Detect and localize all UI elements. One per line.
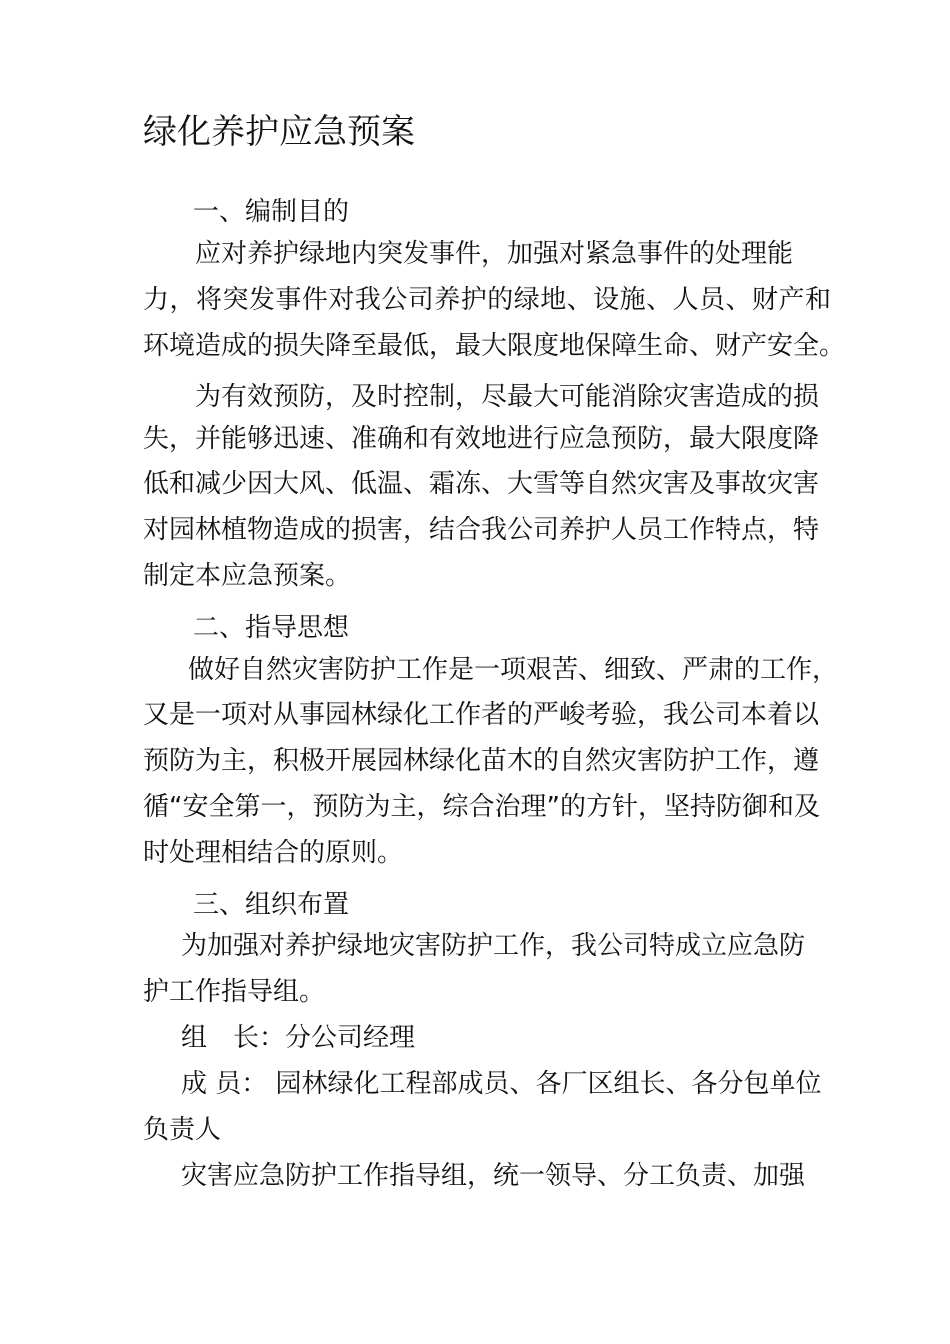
- section-heading-purpose: 一、编制目的: [193, 197, 350, 227]
- section-heading-guiding-idea: 二、指导思想: [193, 613, 350, 643]
- paragraph-line: 做好自然灾害防护工作是一项艰苦、细致、严肃的工作，: [188, 655, 839, 685]
- paragraph-line: 循“安全第一，预防为主，综合治理”的方针，坚持防御和及: [143, 792, 820, 822]
- paragraph-line: 力，将突发事件对我公司养护的绿地、设施、人员、财产和: [143, 285, 831, 315]
- paragraph-line: 预防为主，积极开展园林绿化苗木的自然灾害防护工作，遵: [143, 746, 820, 776]
- section-heading-organization: 三、组织布置: [193, 890, 350, 920]
- paragraph-line: 时处理相结合的原则。: [143, 838, 404, 868]
- paragraph-line: 低和减少因大风、低温、霜冻、大雪等自然灾害及事故灾害: [143, 469, 820, 499]
- paragraph-line: 灾害应急防护工作指导组，统一领导、分工负责、加强: [181, 1161, 806, 1191]
- paragraph-line: 为加强对养护绿地灾害防护工作，我公司特成立应急防: [181, 931, 806, 961]
- paragraph-line: 制定本应急预案。: [143, 561, 352, 591]
- group-leader-line: 组 长：分公司经理: [181, 1023, 416, 1053]
- paragraph-line: 又是一项对从事园林绿化工作者的严峻考验，我公司本着以: [143, 700, 820, 730]
- paragraph-line: 对园林植物造成的损害，结合我公司养护人员工作特点，特: [143, 515, 820, 545]
- group-members-line: 成 员： 园林绿化工程部成员、各厂区组长、各分包单位: [181, 1069, 822, 1099]
- paragraph-line: 负责人: [143, 1115, 222, 1145]
- document-title: 绿化养护应急预案: [143, 112, 415, 152]
- paragraph-line: 为有效预防，及时控制，尽最大可能消除灾害造成的损: [195, 382, 820, 412]
- paragraph-line: 护工作指导组。: [143, 977, 326, 1007]
- paragraph-line: 应对养护绿地内突发事件，加强对紧急事件的处理能: [195, 239, 794, 269]
- paragraph-line: 环境造成的损失降至最低，最大限度地保障生命、财产安全。: [143, 331, 846, 361]
- paragraph-line: 失，并能够迅速、准确和有效地进行应急预防，最大限度降: [143, 424, 820, 454]
